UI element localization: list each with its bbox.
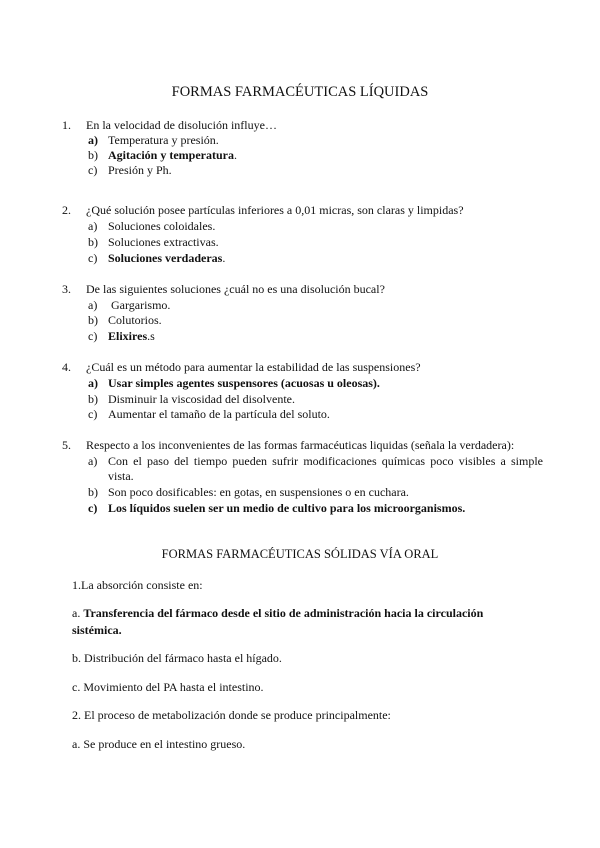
option-text: Disminuir la viscosidad del disolvente.	[108, 392, 295, 406]
option-text: Los líquidos suelen ser un medio de cultivo para los microorganismos.	[108, 501, 466, 515]
question-text: Respecto a los inconvenientes de las formas farmacéuticas liquidas (señala la verdadera):	[86, 438, 515, 452]
option-text: Aumentar el tamaño de la partícula del soluto.	[108, 407, 330, 421]
question-number: 4.	[62, 360, 71, 374]
section2-title: FORMAS FARMACÉUTICAS SÓLIDAS VÍA ORAL	[161, 547, 439, 561]
question-number: 2.	[62, 203, 71, 217]
paragraph: 1.La absorción consiste en:	[72, 578, 203, 592]
option-label: c)	[88, 163, 98, 177]
option-text: Soluciones extractivas.	[108, 235, 219, 249]
paragraph: b. Distribución del fármaco hasta el hígado.	[72, 651, 282, 665]
paragraph: a. Transferencia del fármaco desde el sitio de administración hacia la circulación sistémica.	[72, 606, 484, 637]
paragraph: c. Movimiento del PA hasta el intestino.	[72, 680, 264, 694]
option-label: a)	[88, 219, 98, 233]
option-text: Presión y Ph.	[108, 163, 172, 177]
option-label: a)	[88, 376, 98, 390]
option-text: Soluciones verdaderas.	[108, 251, 226, 265]
option-text: Gargarismo.	[111, 298, 171, 312]
section1-title: FORMAS FARMACÉUTICAS LÍQUIDAS	[171, 84, 429, 100]
option-text: Usar simples agentes suspensores (acuosas u oleosas).	[108, 376, 380, 390]
question-number: 5.	[62, 438, 71, 452]
question-text: ¿Qué solución posee partículas inferiores a 0,01 micras, son claras y limpidas?	[86, 203, 464, 217]
option-label: c)	[88, 501, 98, 515]
question-number: 3.	[62, 282, 71, 296]
option-text: Con el paso del tiempo pueden sufrir modificaciones químicas poco visibles a simple vista.	[108, 454, 543, 483]
option-label: b)	[88, 148, 98, 162]
option-label: c)	[88, 407, 98, 421]
option-text: Soluciones coloidales.	[108, 219, 216, 233]
option-text: Agitación y temperatura.	[108, 148, 237, 162]
option-text: Temperatura y presión.	[108, 133, 219, 147]
option-label: b)	[88, 313, 98, 327]
option-text: Colutorios.	[108, 313, 162, 327]
question-number: 1.	[62, 118, 71, 132]
option-text: Elixires.s	[108, 329, 155, 343]
option-label: c)	[88, 329, 98, 343]
option-label: b)	[88, 485, 98, 499]
option-label: a)	[88, 454, 98, 468]
question-text: En la velocidad de disolución influye…	[86, 118, 277, 132]
option-label: a)	[88, 298, 98, 312]
question-text: ¿Cuál es un método para aumentar la estabilidad de las suspensiones?	[86, 360, 421, 374]
option-label: b)	[88, 392, 98, 406]
option-label: c)	[88, 251, 98, 265]
option-label: b)	[88, 235, 98, 249]
option-text: Son poco dosificables: en gotas, en suspensiones o en cuchara.	[108, 485, 409, 499]
question-text: De las siguientes soluciones ¿cuál no es una disolución bucal?	[86, 282, 385, 296]
option-label: a)	[88, 133, 98, 147]
paragraph: 2. El proceso de metabolización donde se produce principalmente:	[72, 708, 391, 722]
paragraph: a. Se produce en el intestino grueso.	[72, 737, 246, 751]
